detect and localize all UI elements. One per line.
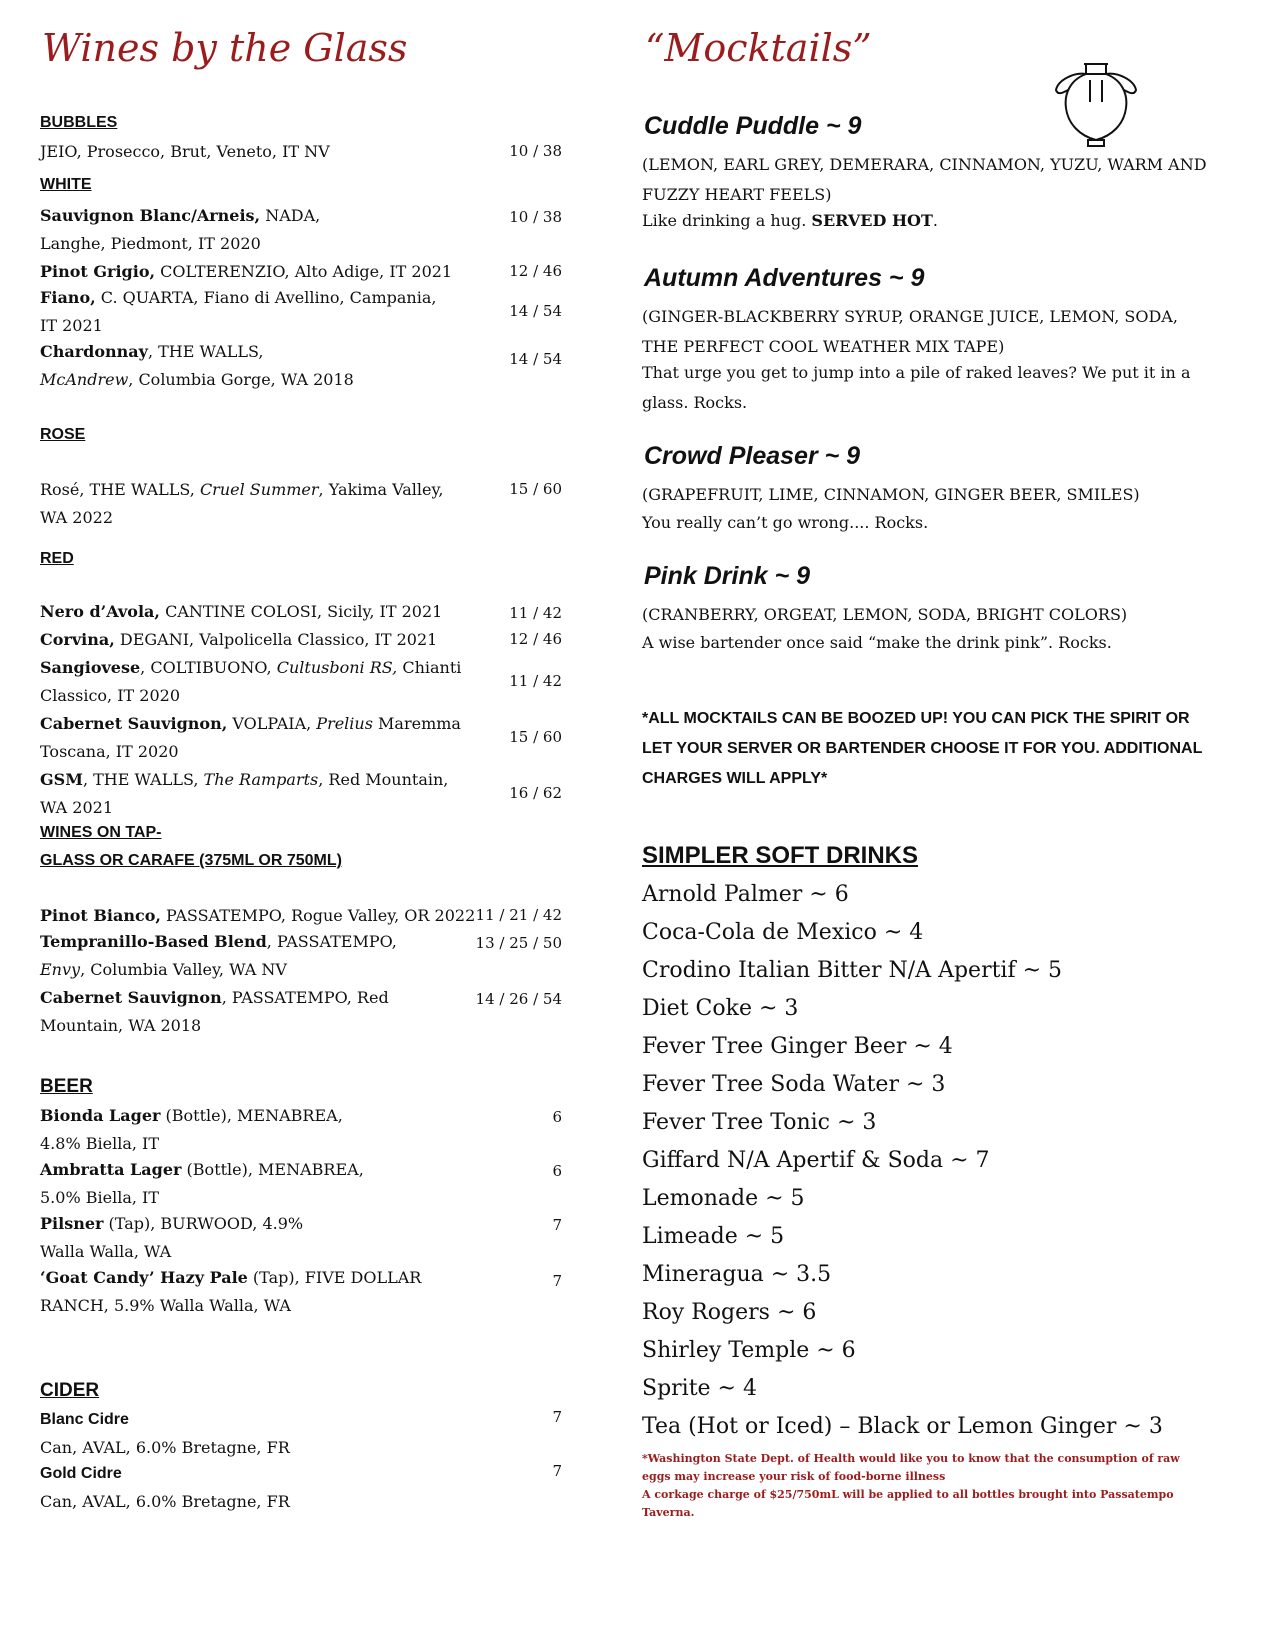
beer-price: 6 xyxy=(552,1162,562,1180)
soft-drink-item: Sprite ~ 4 xyxy=(642,1376,757,1401)
wine-price: 15 / 60 xyxy=(509,480,562,498)
cider-price: 7 xyxy=(552,1408,562,1426)
wine-item: Pinot Grigio, COLTERENZIO, Alto Adige, IT 2021 xyxy=(40,262,453,281)
mocktail-ingredients: (CRANBERRY, ORGEAT, LEMON, SODA, BRIGHT COLORS) xyxy=(642,605,1128,624)
mocktails-title: “Mocktails” xyxy=(645,26,872,70)
wine-price: 12 / 46 xyxy=(509,630,562,648)
wine-item: Pinot Bianco, PASSATEMPO, Rogue Valley, OR 2022 xyxy=(40,906,476,925)
cider-desc: Can, AVAL, 6.0% Bretagne, FR xyxy=(40,1492,290,1511)
wine-item: Sangiovese, COLTIBUONO, Cultusboni RS, Chianti Classico, IT 2020 xyxy=(40,658,462,705)
mocktail-name: Cuddle Puddle ~ 9 xyxy=(644,112,862,140)
wine-item: JEIO, Prosecco, Brut, Veneto, IT NV xyxy=(40,142,330,161)
mocktail-name: Autumn Adventures ~ 9 xyxy=(644,264,925,292)
mocktail-name: Pink Drink ~ 9 xyxy=(644,562,811,590)
soft-drink-item: Arnold Palmer ~ 6 xyxy=(642,882,849,907)
section-red: RED xyxy=(40,550,74,567)
soft-drinks-heading: SIMPLER SOFT DRINKS xyxy=(642,842,919,869)
wine-price: 11 / 21 / 42 xyxy=(475,906,562,924)
mocktail-name: Crowd Pleaser ~ 9 xyxy=(644,442,861,470)
wine-price: 12 / 46 xyxy=(509,262,562,280)
beer-price: 7 xyxy=(552,1272,562,1290)
beer-price: 6 xyxy=(552,1108,562,1126)
soft-drink-item: Lemonade ~ 5 xyxy=(642,1186,805,1211)
cider-desc: Can, AVAL, 6.0% Bretagne, FR xyxy=(40,1438,290,1457)
mocktail-desc: That urge you get to jump into a pile of raked leaves? We put it in a glass. Rocks. xyxy=(642,363,1191,412)
soft-drink-item: Fever Tree Ginger Beer ~ 4 xyxy=(642,1034,953,1059)
mocktail-ingredients: (GRAPEFRUIT, LIME, CINNAMON, GINGER BEER, SMILES) xyxy=(642,485,1140,504)
section-bubbles: BUBBLES xyxy=(40,114,118,131)
wine-item: Cabernet Sauvignon, PASSATEMPO, Red Mountain, WA 2018 xyxy=(40,988,389,1035)
wine-price: 13 / 25 / 50 xyxy=(475,934,562,952)
soft-drink-item: Fever Tree Tonic ~ 3 xyxy=(642,1110,877,1135)
wine-item: Chardonnay, THE WALLS, McAndrew, Columbia Gorge, WA 2018 xyxy=(40,342,354,389)
wine-price: 14 / 54 xyxy=(509,350,562,368)
mocktail-desc: Like drinking a hug. SERVED HOT. xyxy=(642,211,938,230)
wine-item: GSM, THE WALLS, The Ramparts, Red Mountain, WA 2021 xyxy=(40,770,449,817)
wine-item: Tempranillo-Based Blend, PASSATEMPO, Envy, Columbia Valley, WA NV xyxy=(40,932,397,979)
wine-price: 16 / 62 xyxy=(509,784,562,802)
wine-item: Cabernet Sauvignon, VOLPAIA, Prelius Maremma Toscana, IT 2020 xyxy=(40,714,461,761)
cider-name: Blanc Cidre xyxy=(40,1411,129,1428)
booze-note: *ALL MOCKTAILS CAN BE BOOZED UP! YOU CAN PICK THE SPIRIT OR LET YOUR SERVER OR BARTENDER CHOOSE IT FOR YOU. ADDITIONAL CHARGES WILL APPLY* xyxy=(642,710,1203,787)
corkage-footnote: A corkage charge of $25/750mL will be applied to all bottles brought into Passatempo Taverna. xyxy=(642,1488,1174,1519)
mocktail-desc: A wise bartender once said “make the drink pink”. Rocks. xyxy=(642,633,1112,652)
wine-item: Sauvignon Blanc/Arneis, NADA, Langhe, Piedmont, IT 2020 xyxy=(40,206,321,253)
soft-drink-item: Shirley Temple ~ 6 xyxy=(642,1338,856,1363)
beer-item: Ambratta Lager (Bottle), MENABREA, 5.0% Biella, IT xyxy=(40,1160,364,1207)
wine-price: 11 / 42 xyxy=(509,604,562,622)
soft-drink-item: Mineragua ~ 3.5 xyxy=(642,1262,832,1287)
section-white: WHITE xyxy=(40,176,92,193)
wine-price: 10 / 38 xyxy=(509,208,562,226)
beer-item: ‘Goat Candy’ Hazy Pale (Tap), FIVE DOLLAR RANCH, 5.9% Walla Walla, WA xyxy=(40,1268,422,1315)
wine-item: Nero d’Avola, CANTINE COLOSI, Sicily, IT 2021 xyxy=(40,602,443,621)
wine-item: Rosé, THE WALLS, Cruel Summer, Yakima Valley, WA 2022 xyxy=(40,480,444,527)
wine-item: Fiano, C. QUARTA, Fiano di Avellino, Campania, IT 2021 xyxy=(40,288,437,335)
wine-price: 14 / 54 xyxy=(509,302,562,320)
soft-drink-item: Limeade ~ 5 xyxy=(642,1224,785,1249)
wine-price: 11 / 42 xyxy=(509,672,562,690)
beer-price: 7 xyxy=(552,1216,562,1234)
mocktail-desc: You really can’t go wrong.... Rocks. xyxy=(642,513,929,532)
section-tap-sub: GLASS OR CARAFE (375ML OR 750ML) xyxy=(40,852,342,869)
soft-drink-item: Giffard N/A Apertif & Soda ~ 7 xyxy=(642,1148,990,1173)
soft-drinks-list xyxy=(642,876,1163,1446)
cider-price: 7 xyxy=(552,1462,562,1480)
cider-name: Gold Cidre xyxy=(40,1465,122,1482)
soft-drink-item: Crodino Italian Bitter N/A Apertif ~ 5 xyxy=(642,958,1063,983)
section-cider: CIDER xyxy=(40,1380,100,1401)
wine-price: 15 / 60 xyxy=(509,728,562,746)
soft-drink-item: Diet Coke ~ 3 xyxy=(642,996,799,1021)
health-footnote: *Washington State Dept. of Health would like you to know that the consumption of raw eggs may increase your risk of food-borne illness xyxy=(642,1452,1180,1483)
beer-item: Pilsner (Tap), BURWOOD, 4.9% Walla Walla, WA xyxy=(40,1214,304,1261)
soft-drink-item: Fever Tree Soda Water ~ 3 xyxy=(642,1072,946,1097)
wines-title: Wines by the Glass xyxy=(42,26,408,70)
soft-drink-item: Coca-Cola de Mexico ~ 4 xyxy=(642,920,924,945)
section-beer: BEER xyxy=(40,1076,93,1097)
wine-item: Corvina, DEGANI, Valpolicella Classico, IT 2021 xyxy=(40,630,438,649)
mocktail-ingredients: (GINGER-BLACKBERRY SYRUP, ORANGE JUICE, LEMON, SODA, THE PERFECT COOL WEATHER MIX TAPE) xyxy=(642,307,1178,356)
wine-price: 10 / 38 xyxy=(509,142,562,160)
beer-item: Bionda Lager (Bottle), MENABREA, 4.8% Biella, IT xyxy=(40,1106,343,1153)
section-tap: WINES ON TAP- xyxy=(40,824,162,841)
soft-drink-item: Tea (Hot or Iced) – Black or Lemon Ginger ~ 3 xyxy=(642,1414,1163,1439)
soft-drink-item: Roy Rogers ~ 6 xyxy=(642,1300,817,1325)
mocktail-ingredients: (LEMON, EARL GREY, DEMERARA, CINNAMON, YUZU, WARM AND FUZZY HEART FEELS) xyxy=(642,155,1207,204)
amphora-vase-icon xyxy=(1050,58,1142,150)
section-rose: ROSE xyxy=(40,426,86,443)
wine-price: 14 / 26 / 54 xyxy=(475,990,562,1008)
